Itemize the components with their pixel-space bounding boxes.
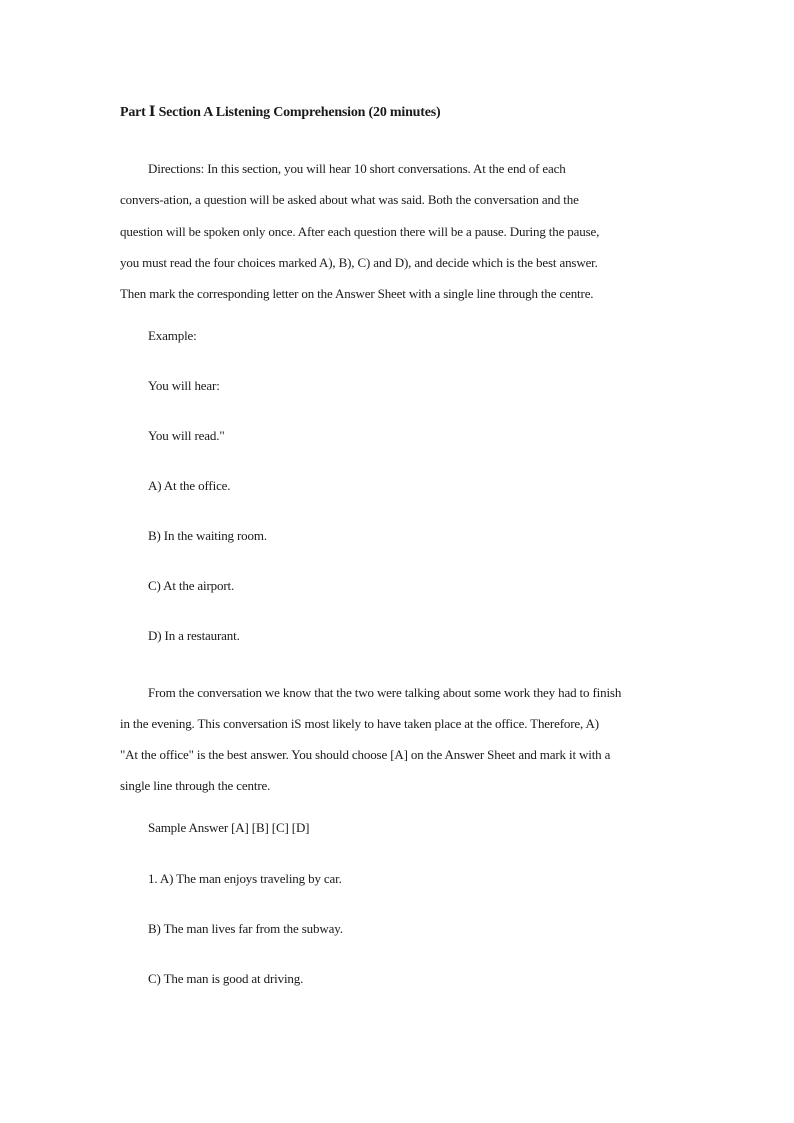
section-heading: Part Ⅰ Section A Listening Comprehension (20 minutes)	[120, 105, 441, 120]
explanation-paragraph	[120, 677, 680, 801]
question-1-option-b: B) The man lives far from the subway.	[148, 921, 343, 936]
example-option-c: C) At the airport.	[148, 578, 235, 593]
example-label: Example:	[148, 328, 197, 343]
you-will-read-line: You will read."	[148, 428, 225, 443]
example-option-d: D) In a restaurant.	[148, 628, 240, 643]
explanation-line: From the conversation we know that the two were talking about some work they had to finish	[148, 685, 622, 700]
example-option-b: B) In the waiting room.	[148, 528, 267, 543]
question-1-option-c: C) The man is good at driving.	[148, 971, 304, 986]
explanation-line: single line through the centre.	[120, 778, 271, 793]
explanation-line: in the evening. This conversation iS most likely to have taken place at the office. Therefore, A)	[120, 716, 599, 731]
question-1-option-a: 1. A) The man enjoys traveling by car.	[148, 871, 342, 886]
directions-line: you must read the four choices marked A), B), C) and D), and decide which is the best answer.	[120, 254, 598, 270]
explanation-line: "At the office" is the best answer. You should choose [A] on the Answer Sheet and mark it with a	[120, 747, 611, 762]
you-will-hear-line: You will hear:	[148, 378, 220, 393]
sample-answer-line: Sample Answer [A] [B] [C] [D]	[148, 820, 310, 835]
directions-line: Then mark the corresponding letter on the Answer Sheet with a single line through the centre.	[120, 286, 594, 302]
directions-line: convers-ation, a question will be asked about what was said. Both the conversation and the	[120, 192, 579, 208]
directions-line: question will be spoken only once. After each question there will be a pause. During the pause,	[120, 223, 600, 239]
directions-line: Directions: In this section, you will hear 10 short conversations. At the end of each	[148, 161, 566, 176]
directions-paragraph	[120, 153, 680, 309]
example-option-a: A) At the office.	[148, 478, 231, 493]
